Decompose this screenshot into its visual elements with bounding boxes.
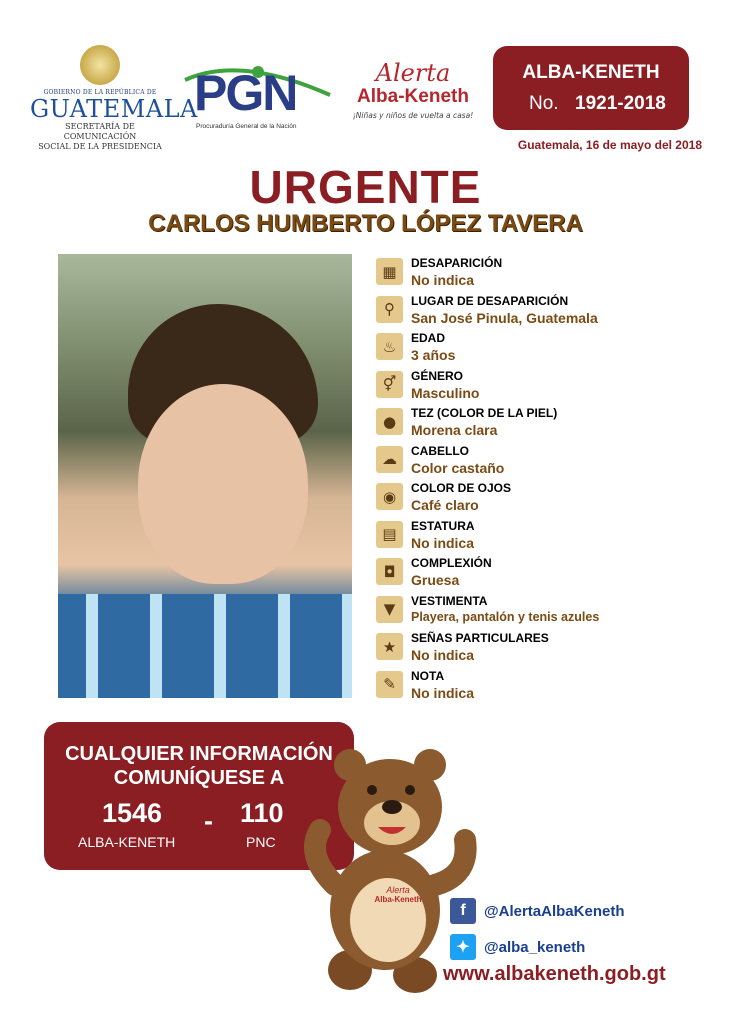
phone-number-pnc[interactable]: 110 [240, 798, 284, 828]
mascot-badge-alerta: Alerta [386, 885, 410, 895]
mascot-badge-name: Alba-Keneth [374, 895, 422, 904]
detail-row-senas [376, 631, 716, 669]
detail-label: COMPLEXIÓN [411, 556, 492, 570]
eye-icon: ◉ [376, 483, 403, 510]
alert-date: Guatemala, 16 de mayo del 2018 [517, 138, 702, 152]
detail-row-complexion [376, 556, 716, 594]
ak-alerta-text: Alerta [375, 59, 451, 87]
detail-label: NOTA [411, 668, 445, 683]
alert-number-badge [493, 46, 689, 130]
note-icon: ✎ [376, 671, 403, 698]
detail-value: Playera, pantalón y tenis azules [411, 609, 600, 624]
detail-label: DESAPARICIÓN [411, 256, 503, 270]
badge-no-label: No. [529, 93, 559, 114]
guatemala-government-logo [30, 45, 198, 155]
details-list [376, 256, 716, 706]
detail-row-genero [376, 369, 716, 407]
detail-value: 3 años [411, 347, 456, 363]
missing-child-photo [58, 254, 352, 698]
gov-small-text: GOBIERNO DE LA REPÚBLICA DE [43, 89, 157, 96]
detail-label: TEZ (COLOR DE LA PIEL) [411, 406, 558, 420]
detail-label: GÉNERO [411, 368, 464, 383]
detail-value: Masculino [411, 384, 480, 401]
detail-label: COLOR DE OJOS [411, 481, 512, 495]
pgn-subtitle: Procuraduría General de la Nación [196, 123, 297, 130]
scale-icon: ◘ [376, 558, 403, 585]
urgent-title: URGENTE [249, 161, 482, 213]
star-icon: ★ [376, 633, 403, 660]
phone-number-alba-keneth[interactable]: 1546 [102, 798, 163, 828]
head-profile-icon: ● [376, 408, 403, 435]
hair-icon: ☁ [376, 446, 403, 473]
detail-label: SEÑAS PARTICULARES [411, 631, 549, 645]
twitter-handle: @alba_keneth [484, 938, 586, 956]
twitter-icon: ✦ [450, 934, 476, 960]
contact-line-1: CUALQUIER INFORMACIÓN [65, 743, 333, 765]
facebook-handle: @AlertaAlbaKeneth [484, 902, 625, 920]
detail-label: EDAD [411, 331, 446, 345]
detail-value: No indica [411, 647, 475, 663]
pgn-logo [180, 60, 340, 140]
badge-number: 1921-2018 [575, 93, 666, 114]
twitter-link[interactable] [450, 934, 585, 960]
contact-line-2: COMUNÍQUESE A [113, 767, 285, 789]
ak-tagline: ¡Niñas y niños de vuelta a casa! [352, 111, 474, 120]
detail-row-tez [376, 406, 716, 444]
website-link[interactable]: www.albakeneth.gob.gt [443, 963, 666, 985]
detail-value: Café claro [411, 497, 479, 513]
gov-country-text: GUATEMALA [30, 95, 198, 123]
detail-label: CABELLO [411, 443, 469, 458]
detail-value: San José Pinula, Guatemala [411, 309, 598, 326]
detail-row-nota [376, 669, 716, 707]
facebook-icon: f [450, 898, 476, 924]
gov-sub-text-1: SECRETARÍA DE COMUNICACIÓN [63, 122, 137, 141]
detail-value: Gruesa [411, 572, 460, 588]
badge-title: ALBA-KENETH [522, 62, 660, 83]
shirt-icon: ▼ [376, 596, 403, 623]
detail-value: No indica [411, 684, 475, 701]
number-separator: - [204, 806, 213, 836]
detail-row-lugar [376, 294, 716, 332]
location-pin-icon: ⚲ [376, 296, 403, 323]
detail-label: LUGAR DE DESAPARICIÓN [411, 293, 569, 308]
detail-value: No indica [411, 534, 475, 551]
alba-keneth-logo [343, 60, 483, 140]
detail-row-edad [376, 331, 716, 369]
detail-row-estatura [376, 519, 716, 557]
cake-icon: ♨ [376, 333, 403, 360]
guatemala-seal-icon [80, 45, 120, 85]
facebook-link[interactable] [450, 898, 625, 924]
detail-row-vestimenta [376, 594, 716, 632]
detail-value: Color castaño [411, 459, 505, 476]
number1-label: ALBA-KENETH [78, 834, 176, 850]
detail-row-cabello [376, 444, 716, 482]
detail-value: Morena clara [411, 422, 498, 438]
gov-sub-text-2: SOCIAL DE LA PRESIDENCIA [38, 142, 162, 151]
missing-person-name: CARLOS HUMBERTO LÓPEZ TAVERA [148, 210, 583, 237]
ruler-icon: ▤ [376, 521, 403, 548]
number2-label: PNC [246, 834, 276, 850]
pgn-logo-text: PGN [194, 65, 297, 121]
calendar-icon: ▦ [376, 258, 403, 285]
mascot-badge [368, 885, 428, 904]
detail-label: ESTATURA [411, 518, 475, 533]
detail-value: No indica [411, 272, 475, 288]
detail-row-ojos [376, 481, 716, 519]
detail-row-desaparicion [376, 256, 716, 294]
gender-icon: ⚥ [376, 371, 403, 398]
detail-label: VESTIMENTA [411, 593, 488, 608]
ak-name-text: Alba-Keneth [357, 86, 469, 107]
